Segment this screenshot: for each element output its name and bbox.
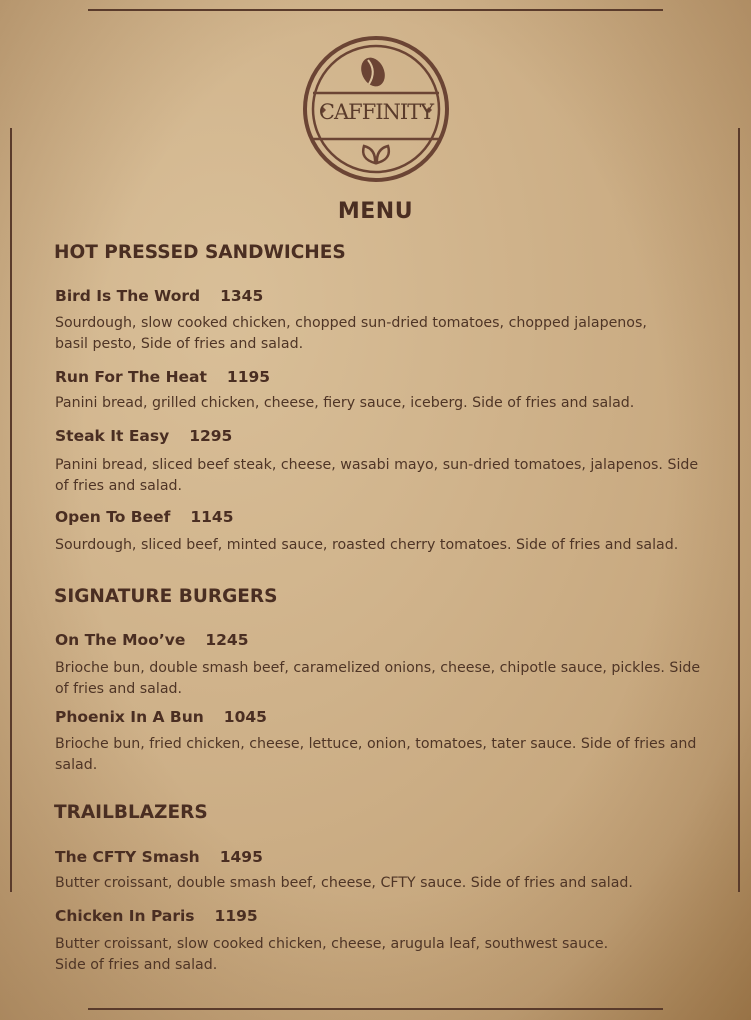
caffinity-logo xyxy=(298,35,454,183)
menu-item-description: Sourdough, sliced beef, minted sauce, roasted cherry tomatoes. Side of fries and salad. xyxy=(55,537,679,553)
menu-item-price: 1495 xyxy=(219,848,263,866)
right-border xyxy=(738,128,740,892)
leaf-icon xyxy=(363,146,389,163)
menu-item-name: Phoenix In A Bun 1045 xyxy=(55,708,267,726)
section-title: SIGNATURE BURGERS xyxy=(54,586,278,607)
menu-item-name: Steak It Easy 1295 xyxy=(55,427,233,445)
menu-item-name: Bird Is The Word 1345 xyxy=(55,287,264,305)
menu-item-description: Panini bread, sliced beef steak, cheese, wasabi mayo, sun-dried tomatoes, jalapenos. Side of fries and salad. xyxy=(55,457,699,494)
menu-item-price: 1045 xyxy=(223,708,267,726)
menu-item-description: Sourdough, slow cooked chicken, chopped sun-dried tomatoes, chopped jalapenos, basil pesto, Side of fries and salad. xyxy=(55,315,647,352)
menu-item-description: Brioche bun, double smash beef, caramelized onions, cheese, chipotle sauce, pickles. Side of fries and salad. xyxy=(55,660,701,697)
menu-item-name: Open To Beef 1145 xyxy=(55,508,234,526)
menu-item-price: 1195 xyxy=(214,907,258,925)
menu-item-name: Chicken In Paris 1195 xyxy=(55,907,258,925)
menu-item-description: Panini bread, grilled chicken, cheese, fiery sauce, iceberg. Side of fries and salad. xyxy=(55,395,635,411)
menu-item-price: 1145 xyxy=(190,508,234,526)
logo-wordmark: CAFFINITY xyxy=(318,100,434,124)
menu-item-price: 1195 xyxy=(226,368,271,386)
coffee-bean-icon xyxy=(357,54,390,90)
menu-item-description: Butter croissant, slow cooked chicken, cheese, arugula leaf, southwest sauce. Side of fries and salad. xyxy=(55,936,609,973)
menu-item-name: Run For The Heat 1195 xyxy=(55,368,271,386)
menu-title: MENU xyxy=(337,199,414,224)
menu-item-price: 1295 xyxy=(189,427,233,445)
menu-item-price: 1345 xyxy=(220,287,264,305)
menu-item-name: On The Moo’ve 1245 xyxy=(55,631,249,649)
menu-item-description: Brioche bun, fried chicken, cheese, lettuce, onion, tomatoes, tater sauce. Side of fries and salad. xyxy=(55,736,697,773)
left-border xyxy=(10,128,12,892)
section-title: TRAILBLAZERS xyxy=(54,802,208,823)
section-title: HOT PRESSED SANDWICHES xyxy=(54,242,346,263)
menu-item-description: Butter croissant, double smash beef, cheese, CFTY sauce. Side of fries and salad. xyxy=(55,875,633,891)
bottom-rule xyxy=(88,1008,663,1010)
menu-item-name: The CFTY Smash 1495 xyxy=(55,848,263,866)
menu-item-price: 1245 xyxy=(205,631,249,649)
top-rule xyxy=(88,9,663,11)
